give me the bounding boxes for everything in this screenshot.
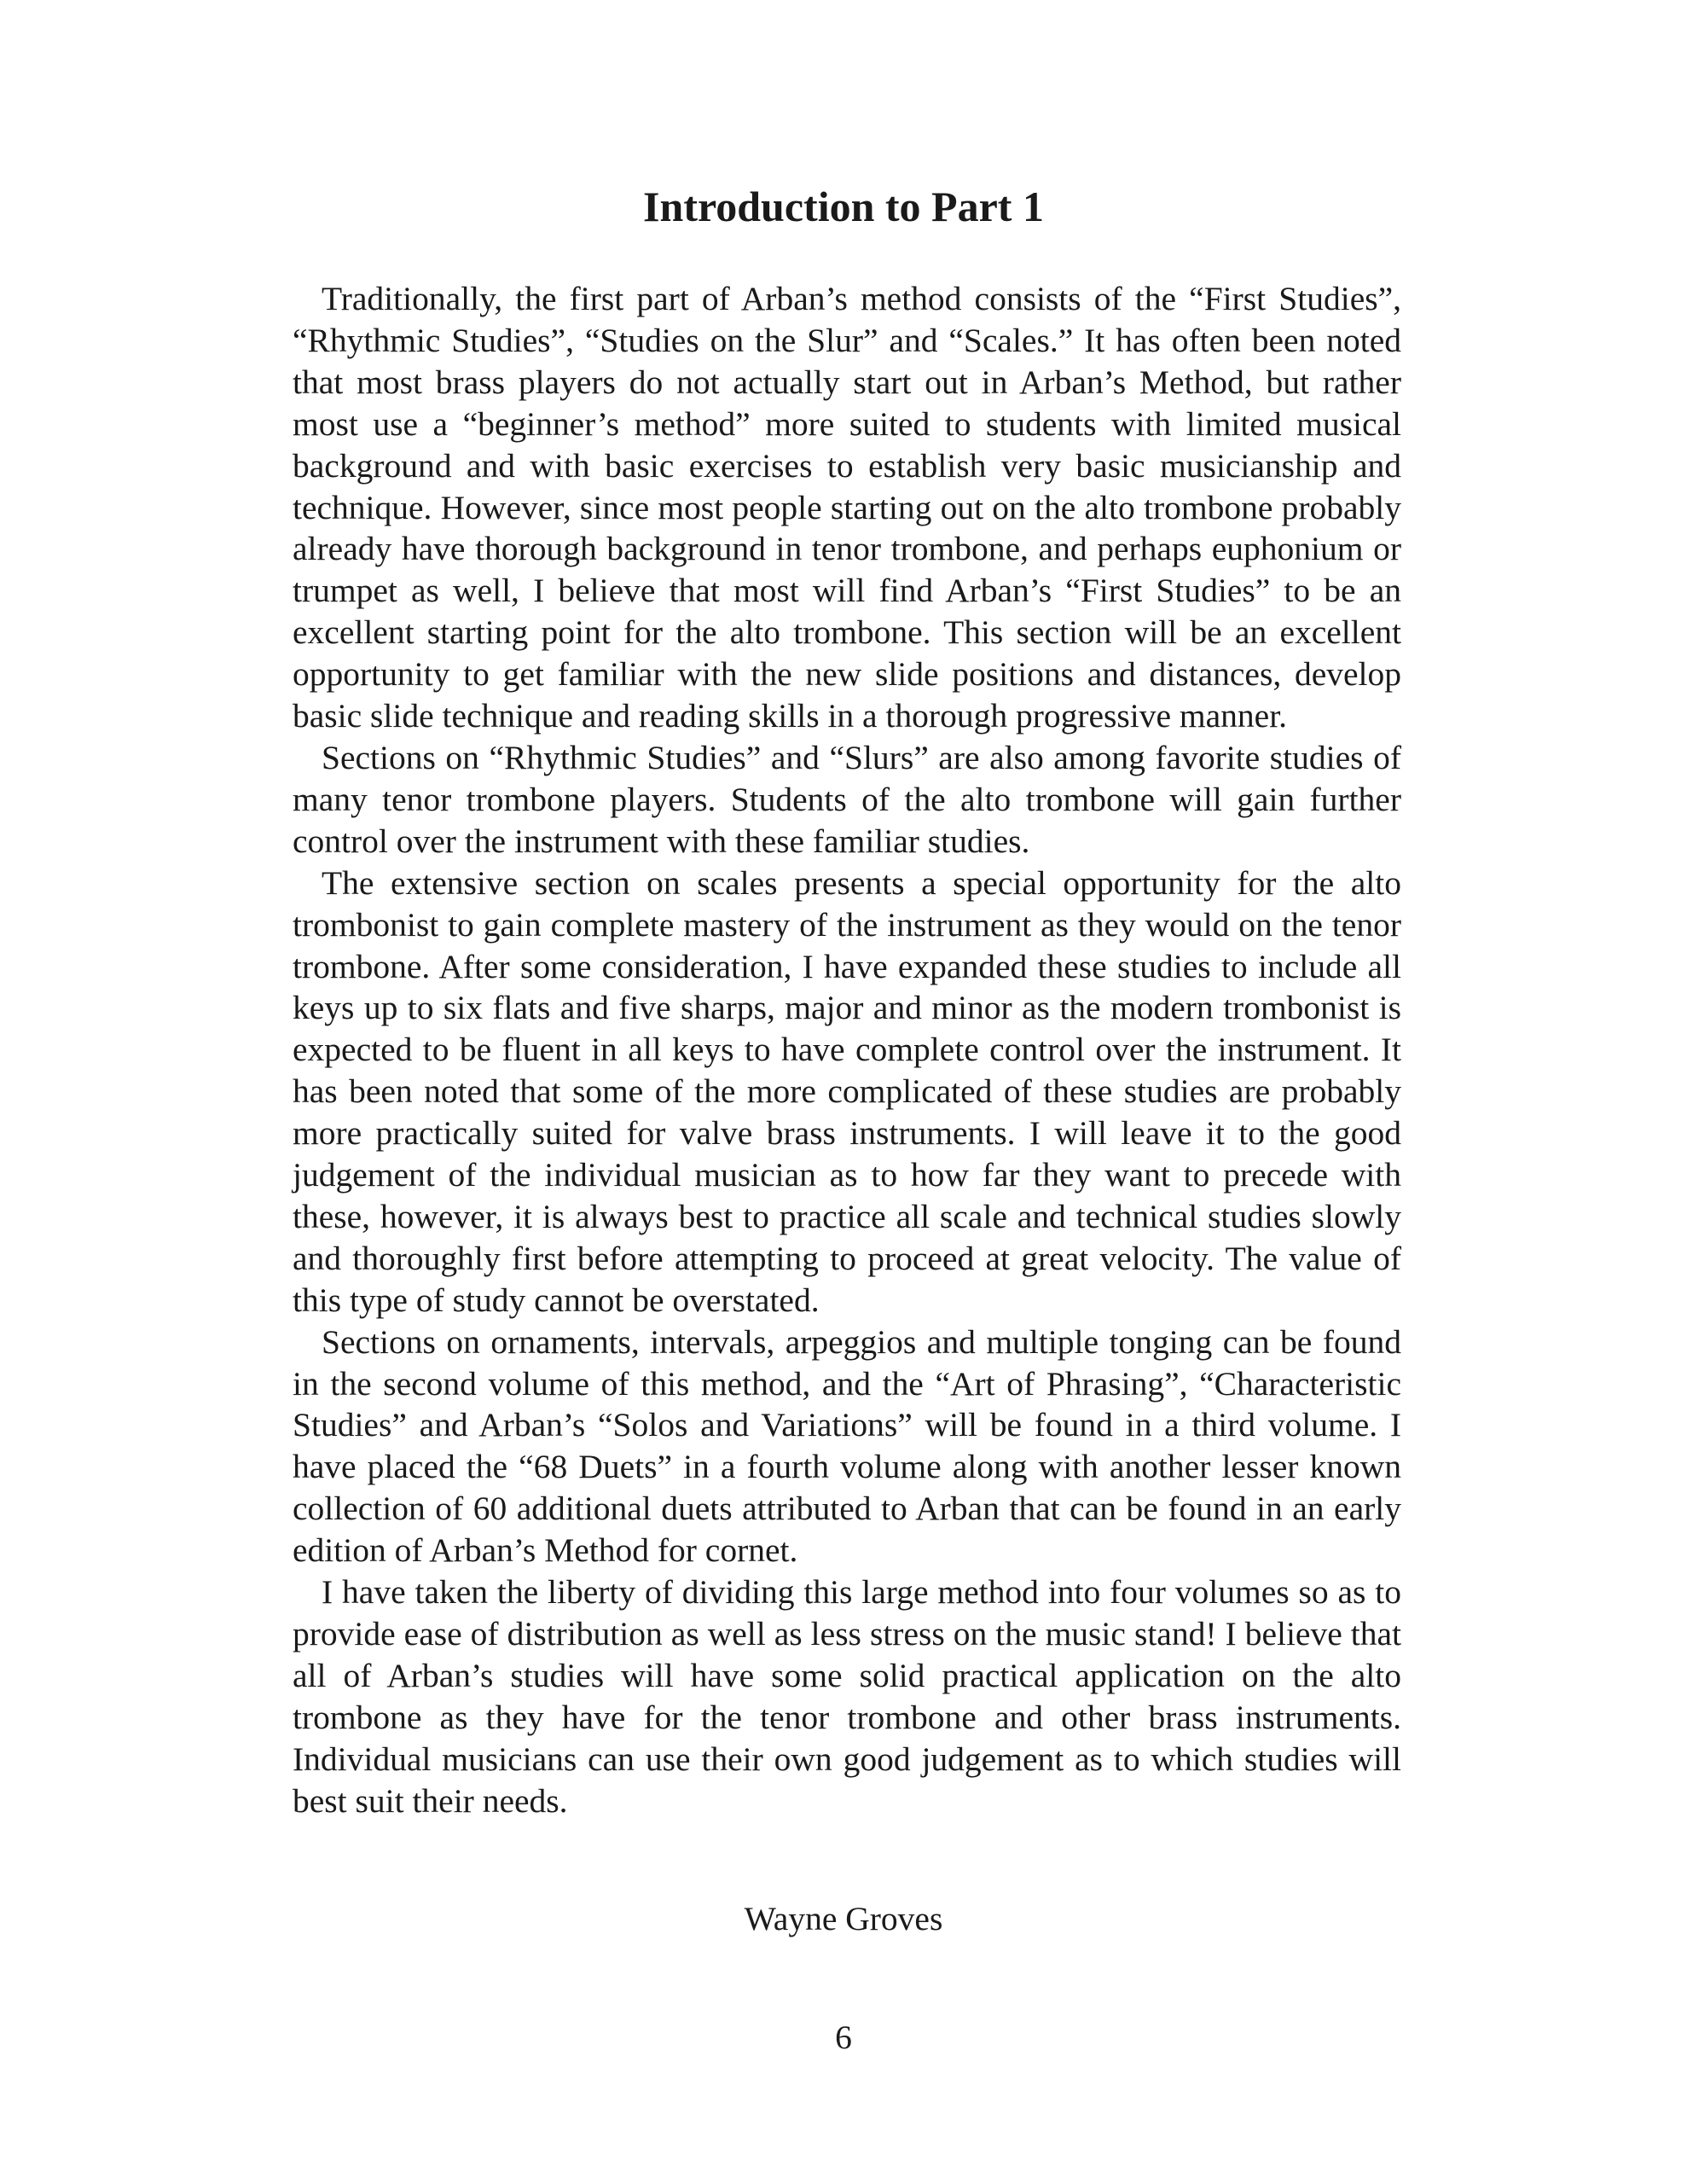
paragraph-5: I have taken the liberty of dividing this large method into four volumes so as to provide ease of distribution as well as less stress on the music stand! I believe that all of Arban’s studies will have some solid practical application on the alto trombone as they have for the tenor trombone and other brass instruments. Individual musicians can use their own good judgement as to which studies will best suit their needs. (293, 1573, 1401, 1820)
body-text (293, 278, 1401, 1822)
paragraph-3: The extensive section on scales presents a special opportunity for the alto trombonist to gain complete mastery of the instrument as they would on the tenor trombone. After some consideration, I have expanded these studies to include all keys up to six flats and five sharps, major and minor as the modern trombonist is expected to be fluent in all keys to have complete control over the instrument. It has been noted that some of the more complicated of these studies are probably more practically suited for valve brass instruments. I will leave it to the good judgement of the individual musician as to how far they want to precede with these, however, it is always best to practice all scale and technical studies slowly and thoroughly first before attempting to proceed at great velocity. The value of this type of study cannot be overstated. (293, 863, 1401, 1319)
paragraph-1: Traditionally, the first part of Arban’s method consists of the “First Studies”, “Rhythmic Studies”, “Studies on the Slur” and “Scales.” It has often been noted that most brass players do not actually start out in Arban’s Method, but rather most use a “beginner’s method” more suited to students with limited musical background and with basic exercises to establish very basic musicianship and technique. However, since most people starting out on the alto trombone probably already have thorough background in tenor trombone, and perhaps euphonium or trumpet as well, I believe that most will find Arban’s “First Studies” to be an excellent starting point for the alto trombone. This section will be an excellent opportunity to get familiar with the new slide positions and distances, develop basic slide technique and reading skills in a thorough progressive manner. (293, 280, 1401, 735)
paragraph-4: Sections on ornaments, intervals, arpeggios and multiple tonging can be found in the second volume of this method, and the “Art of Phrasing”, “Characteristic Studies” and Arban’s “Solos and Variations” will be found in a third volume. I have placed the “68 Duets” in a fourth volume along with another lesser known collection of 60 additional duets attributed to Arban that can be found in an early edition of Arban’s Method for cornet. (293, 1322, 1401, 1570)
page-title: Introduction to Part 1 (643, 183, 1044, 230)
page-number: 6 (835, 2018, 852, 2056)
author-signature: Wayne Groves (744, 1900, 943, 1937)
paragraph-2: Sections on “Rhythmic Studies” and “Slurs” are also among favorite studies of many tenor trombone players. Students of the alto trombone will gain further control over the instrument with these familiar studies. (293, 738, 1401, 860)
